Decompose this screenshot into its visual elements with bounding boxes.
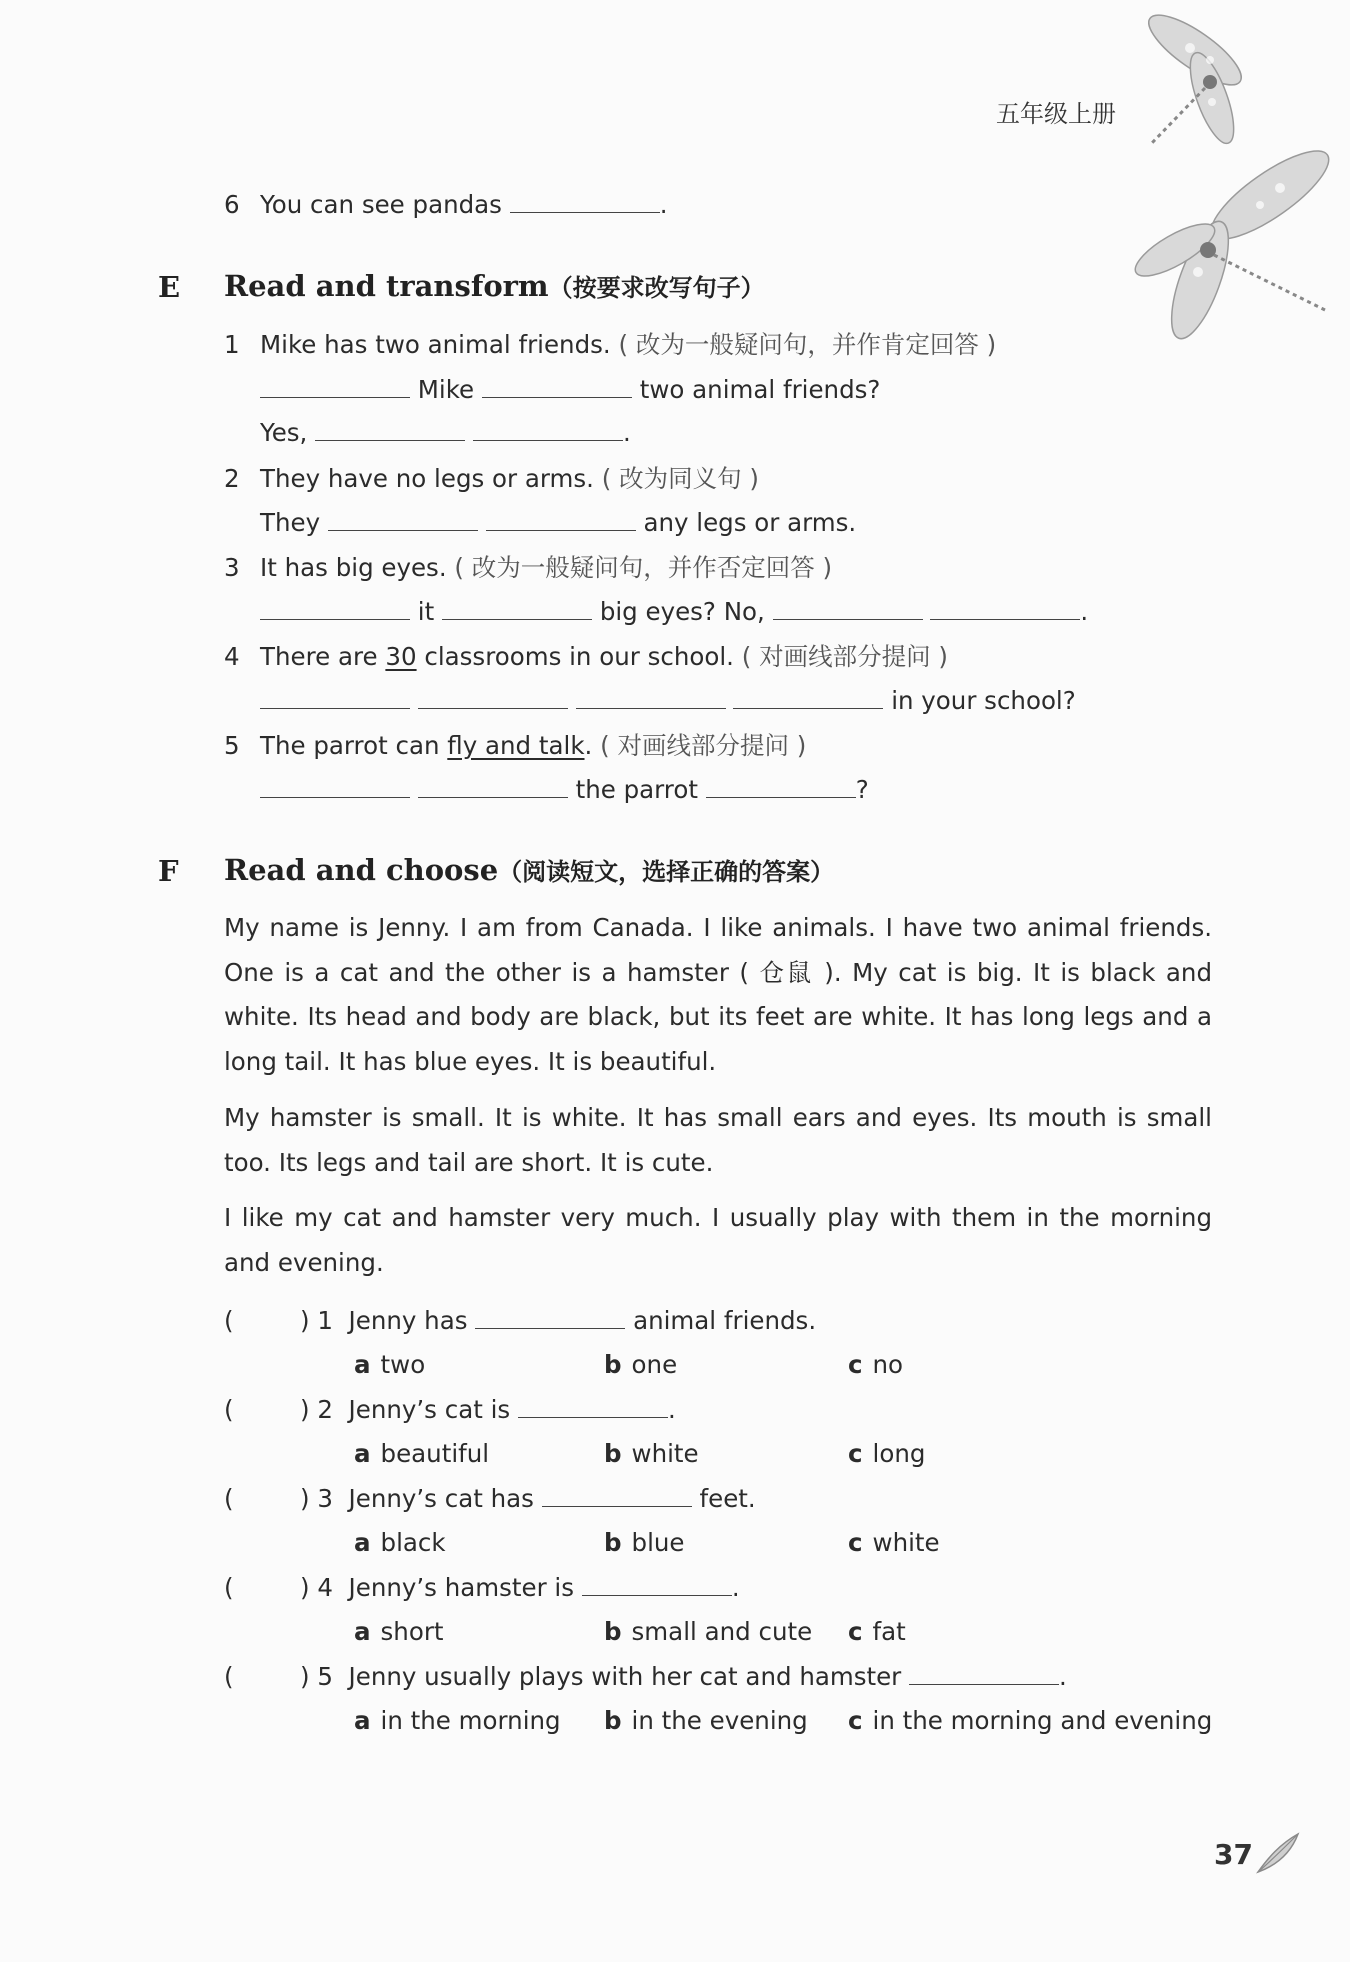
option-text: no [872, 1350, 904, 1379]
option-letter: b [604, 1706, 622, 1735]
section-title-f [224, 852, 834, 887]
answer-text: any legs or arms. [643, 508, 857, 537]
answer-blank[interactable] [328, 508, 478, 531]
option-a[interactable] [354, 1526, 446, 1560]
f-question-3 [224, 1482, 756, 1516]
e-question-3 [224, 551, 832, 585]
e-answer-3 [260, 595, 1088, 629]
answer-blank[interactable] [260, 686, 410, 709]
question-text: . [667, 1395, 676, 1424]
paren-close: ) [300, 1306, 310, 1335]
answer-blank[interactable] [518, 1395, 668, 1418]
paren-close: ) [300, 1395, 310, 1424]
option-letter: c [848, 1528, 863, 1557]
underlined-text: fly and talk [447, 731, 585, 760]
question-text: Jenny’s cat is [348, 1395, 511, 1424]
option-text: in the evening [631, 1706, 808, 1735]
e-answer-1a [260, 373, 880, 407]
question-text: There are [260, 642, 378, 671]
answer-blank[interactable] [930, 597, 1080, 620]
question-number: 1 [224, 330, 240, 359]
question-text: You can see pandas [260, 190, 502, 219]
instruction-note: ( 改为一般疑问句，并作肯定回答 ) [618, 330, 997, 359]
option-letter: a [354, 1617, 371, 1646]
section-letter-f: F [158, 854, 179, 888]
option-text: in the morning and evening [872, 1706, 1213, 1735]
question-number: 4 [317, 1573, 333, 1602]
option-text: white [872, 1528, 940, 1557]
f-question-2 [224, 1393, 676, 1427]
option-a[interactable] [354, 1348, 425, 1382]
option-text: in the morning [380, 1706, 561, 1735]
dragonfly-icon [1120, 10, 1350, 370]
answer-blank[interactable] [418, 775, 568, 798]
leaf-icon [1254, 1828, 1302, 1876]
answer-paren[interactable] [224, 1571, 300, 1605]
question-text: Mike has two animal friends. [260, 330, 611, 359]
question-text: The parrot can [260, 731, 440, 760]
question-number: 4 [224, 642, 240, 671]
answer-paren[interactable] [224, 1660, 300, 1694]
option-text: white [631, 1439, 699, 1468]
option-letter: c [848, 1350, 863, 1379]
option-letter: c [848, 1439, 863, 1468]
paren-close: ) [300, 1484, 310, 1513]
answer-text: it [417, 597, 435, 626]
answer-blank[interactable] [260, 597, 410, 620]
option-text: black [380, 1528, 446, 1557]
section-title-zh: （阅读短文，选择正确的答案） [498, 858, 835, 886]
answer-paren[interactable] [224, 1482, 300, 1516]
option-letter: c [848, 1617, 863, 1646]
question-text: classrooms in our school. [424, 642, 734, 671]
option-b[interactable] [604, 1526, 685, 1560]
question-text: . [731, 1573, 740, 1602]
section-letter-e: E [158, 270, 181, 304]
e-question-5 [224, 729, 806, 763]
answer-blank[interactable] [542, 1484, 692, 1507]
page-number: 37 [1214, 1838, 1253, 1871]
option-b[interactable] [604, 1437, 699, 1471]
option-letter: b [604, 1617, 622, 1646]
question-text: feet. [699, 1484, 756, 1513]
answer-blank[interactable] [260, 375, 410, 398]
option-letter: a [354, 1706, 371, 1735]
question-number: 2 [224, 464, 240, 493]
answer-text: They [260, 508, 321, 537]
f-question-4 [224, 1571, 740, 1605]
e-question-2 [224, 462, 759, 496]
question-number: 5 [317, 1662, 333, 1691]
option-text: one [631, 1350, 678, 1379]
question-number: 2 [317, 1395, 333, 1424]
e-answer-5 [260, 773, 869, 807]
paren-close: ) [300, 1662, 310, 1691]
option-b[interactable] [604, 1615, 812, 1649]
question-text: They have no legs or arms. [260, 464, 594, 493]
answer-text: big eyes? No, [599, 597, 765, 626]
question-number: 5 [224, 731, 240, 760]
answer-blank[interactable] [909, 1662, 1059, 1685]
answer-blank[interactable] [482, 375, 632, 398]
answer-blank[interactable] [260, 775, 410, 798]
option-c[interactable] [848, 1348, 903, 1382]
answer-text: Mike [417, 375, 475, 404]
page-header-grade: 五年级上册 [996, 100, 1116, 128]
e-answer-4 [260, 684, 1076, 718]
option-a[interactable] [354, 1704, 561, 1738]
instruction-note: ( 改为一般疑问句，并作否定回答 ) [454, 553, 833, 582]
paren-open: ( [224, 1662, 234, 1691]
option-b[interactable] [604, 1704, 808, 1738]
question-text: Jenny’s hamster is [348, 1573, 575, 1602]
option-text: long [872, 1439, 926, 1468]
section-title-zh: （按要求改写句子） [548, 274, 765, 302]
paren-close: ) [300, 1573, 310, 1602]
passage-paragraph-1: My name is Jenny. I am from Canada. I like animals. I have two animal friends. One is a cat and the other is a hamster ( 仓鼠 ). My cat is big. It is black and white. Its head and body are black, but its feet are white. It has long legs and a long tail. It has blue eyes. It is beautiful. [224, 913, 1212, 1076]
punctuation: ? [855, 775, 869, 804]
question-text: Jenny’s cat has [348, 1484, 534, 1513]
answer-blank[interactable] [473, 418, 623, 441]
option-c[interactable] [848, 1704, 1212, 1738]
question-number: 3 [224, 553, 240, 582]
question-number: 1 [317, 1306, 333, 1335]
option-letter: b [604, 1350, 622, 1379]
question-text: . [584, 731, 593, 760]
answer-blank[interactable] [576, 686, 726, 709]
paren-open: ( [224, 1395, 234, 1424]
e-question-4 [224, 640, 948, 674]
option-letter: b [604, 1528, 622, 1557]
question-text: animal friends. [633, 1306, 817, 1335]
option-c[interactable] [848, 1437, 925, 1471]
e-answer-2 [260, 506, 856, 540]
section-title-en: Read and transform [224, 269, 549, 303]
answer-blank[interactable] [582, 1573, 732, 1596]
instruction-note: ( 对画线部分提问 ) [600, 731, 807, 760]
option-text: small and cute [631, 1617, 813, 1646]
punctuation: . [1080, 597, 1089, 626]
answer-blank[interactable] [475, 1306, 625, 1329]
option-letter: a [354, 1528, 371, 1557]
instruction-note: ( 对画线部分提问 ) [741, 642, 948, 671]
answer-blank[interactable] [315, 418, 465, 441]
answer-text: in your school? [891, 686, 1076, 715]
question-text: . [1059, 1662, 1067, 1691]
option-text: blue [631, 1528, 685, 1557]
option-text: two [380, 1350, 426, 1379]
answer-blank[interactable] [510, 190, 660, 213]
option-letter: b [604, 1439, 622, 1468]
option-letter: a [354, 1350, 371, 1379]
paren-open: ( [224, 1573, 234, 1602]
paren-open: ( [224, 1306, 234, 1335]
option-text: short [380, 1617, 444, 1646]
answer-text: Yes, [260, 418, 308, 447]
e-question-1 [224, 328, 996, 362]
answer-blank[interactable] [733, 686, 883, 709]
answer-blank[interactable] [442, 597, 592, 620]
option-b[interactable] [604, 1348, 677, 1382]
section-title-en: Read and choose [224, 853, 499, 887]
punctuation: . [659, 190, 668, 219]
question-number: 3 [317, 1484, 333, 1513]
answer-blank[interactable] [706, 775, 856, 798]
question-text: It has big eyes. [260, 553, 447, 582]
option-letter: a [354, 1439, 371, 1468]
option-text: beautiful [380, 1439, 490, 1468]
instruction-note: ( 改为同义句 ) [601, 464, 759, 493]
answer-text: two animal friends? [639, 375, 881, 404]
passage-paragraph-2: My hamster is small. It is white. It has small ears and eyes. Its mouth is small too. Its legs and tail are short. It is cute. [224, 1103, 1212, 1177]
section-title-e [224, 268, 765, 303]
option-text: fat [872, 1617, 906, 1646]
answer-blank[interactable] [486, 508, 636, 531]
option-c[interactable] [848, 1615, 906, 1649]
option-a[interactable] [354, 1437, 489, 1471]
d-last-question [224, 188, 668, 222]
punctuation: . [622, 418, 631, 447]
underlined-text: 30 [385, 642, 417, 671]
passage-paragraph-3: I like my cat and hamster very much. I usually play with them in the morning and evening. [224, 1203, 1212, 1277]
answer-paren[interactable] [224, 1393, 300, 1427]
option-letter: c [848, 1706, 863, 1735]
answer-text: the parrot [575, 775, 698, 804]
f-question-1 [224, 1304, 816, 1338]
e-answer-1b [260, 416, 631, 450]
answer-blank[interactable] [418, 686, 568, 709]
answer-paren[interactable] [224, 1304, 300, 1338]
option-a[interactable] [354, 1615, 444, 1649]
paren-open: ( [224, 1484, 234, 1513]
f-question-5 [224, 1660, 1067, 1694]
answer-blank[interactable] [773, 597, 923, 620]
question-number: 6 [224, 190, 240, 219]
question-text: Jenny has [348, 1306, 468, 1335]
option-c[interactable] [848, 1526, 940, 1560]
question-text: Jenny usually plays with her cat and hamster [348, 1662, 902, 1691]
